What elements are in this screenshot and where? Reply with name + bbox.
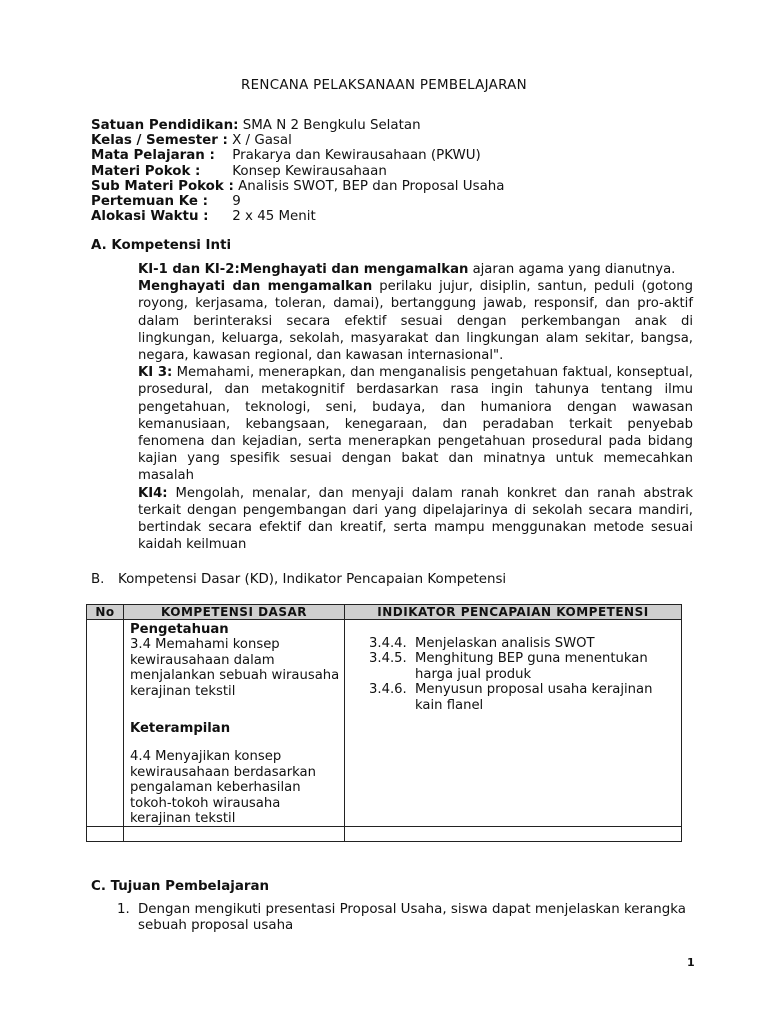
cell-no <box>87 620 124 827</box>
identity-label: Materi Pokok : <box>91 163 201 179</box>
kd-skill-heading: Keterampilan <box>130 721 231 737</box>
identity-value: Konsep Kewirausahaan <box>228 163 387 179</box>
ki-1-2b-text: perilaku jujur, disiplin, santun, peduli (gotong royong, kerjasama, toleran, damai), bertanggung jawab, responsif, dan pro-aktif dalam berinteraksi secara efektif sesuai dengan perkembangan anak di lingkungan, keluarga, sekolah, masyarakat dan lingkungan alam sekitar, bangsa, negara, kawasan regional, dan kawasan internasional". <box>138 279 694 364</box>
identity-row-class <box>91 133 504 148</box>
identity-label: Satuan Pendidikan: <box>91 118 239 133</box>
header-indikator: INDIKATOR PENCAPAIAN KOMPETENSI <box>345 605 682 620</box>
cell-indikator <box>345 620 682 827</box>
ki-1-2b-paragraph <box>138 278 693 364</box>
page-number: 1 <box>687 956 695 969</box>
section-b-heading <box>91 572 506 587</box>
goal-item <box>117 902 697 934</box>
identity-label: Sub Materi Pokok : <box>91 178 234 194</box>
identity-row-time <box>91 209 504 224</box>
cell-kompetensi-dasar <box>124 620 345 827</box>
core-competence-block <box>138 261 693 553</box>
document-title: RENCANA PELAKSANAAN PEMBELAJARAN <box>241 78 527 93</box>
identity-value: Prakarya dan Kewirausahaan (PKWU) <box>228 148 481 164</box>
identity-label: Pertemuan Ke : <box>91 194 208 210</box>
ki-3-text: Memahami, menerapkan, dan menganalisis pengetahuan faktual, konseptual, prosedural, dan metakognitif berdasarkan rasa ingin tahunya tentang ilmu pengetahuan, teknologi, seni, budaya, dan humaniora dengan wawasan kemanusiaan, kebangsaan, kenegaraan, dan peradaban terkait penyebab fenomena dan kejadian, serta menerapkan pengetahuan prosedural pada bidang kajian yang spesifik sesuai dengan bakat dan minatnya untuk memecahkan masalah <box>138 365 693 484</box>
goal-number: 1. <box>117 902 130 917</box>
header-kompetensi-dasar: KOMPETENSI DASAR <box>124 605 345 620</box>
section-b-number: B. <box>91 572 105 587</box>
goal-text: Dengan mengikuti presentasi Proposal Usaha, siswa dapat menjelaskan kerangka sebuah proposal usaha <box>138 902 686 933</box>
kd-knowledge-text: 3.4 Memahami konsep kewirausahaan dalam menjalankan sebuah wirausaha kerajinan tekstil <box>130 637 340 699</box>
indicator-item <box>369 651 677 682</box>
identity-row-subtopic <box>91 179 504 194</box>
kd-knowledge-heading: Pengetahuan <box>130 622 229 637</box>
indicator-item <box>369 682 677 713</box>
ki-4-label: KI4: <box>138 485 168 501</box>
identity-value: 2 x 45 Menit <box>228 209 316 225</box>
identity-row-topic <box>91 164 504 179</box>
indicator-number: 3.4.5. <box>369 651 407 667</box>
identity-value: X / Gasal <box>227 133 292 149</box>
competence-table <box>86 604 682 842</box>
kd-skill-text: 4.4 Menyajikan konsep kewirausahaan berdasarkan pengalaman keberhasilan tokoh-tokoh wirausaha kerajinan tekstil <box>130 749 316 827</box>
section-a-heading: A. Kompetensi Inti <box>91 238 232 253</box>
indicator-number: 3.4.4. <box>369 636 407 651</box>
indicator-number: 3.4.6. <box>369 682 407 698</box>
section-c-heading: C. Tujuan Pembelajaran <box>91 879 270 894</box>
table-row <box>87 620 682 827</box>
identity-value: SMA N 2 Bengkulu Selatan <box>238 118 421 133</box>
table-row-empty <box>87 827 682 842</box>
table-header-row <box>87 605 682 620</box>
identity-block <box>91 118 504 224</box>
indicator-text: Menyusun proposal usaha kerajinan kain flanel <box>415 682 653 713</box>
indicator-text: Menghitung BEP guna menentukan harga jual produk <box>415 651 648 682</box>
ki-3-label: KI 3: <box>138 365 173 381</box>
ki-4-text: Mengolah, menalar, dan menyaji dalam ranah konkret dan ranah abstrak terkait dengan pengembangan dari yang dipelajarinya di sekolah secara mandiri, bertindak secara efektif dan kreatif, serta mampu menggunakan metode sesuai kaidah keilmuan <box>138 485 693 553</box>
ki-1-2-text: ajaran agama yang dianutnya. <box>468 262 676 277</box>
section-b-title: Kompetensi Dasar (KD), Indikator Pencapaian Kompetensi <box>118 572 507 587</box>
ki-1-2b-label: Menghayati dan mengamalkan <box>138 279 373 295</box>
identity-label: Mata Pelajaran : <box>91 148 215 164</box>
ki-4-paragraph <box>138 485 693 554</box>
cell-empty <box>87 827 124 842</box>
identity-value: Analisis SWOT, BEP dan Proposal Usaha <box>233 178 505 194</box>
indicator-text: Menjelaskan analisis SWOT <box>415 636 595 651</box>
ki-3-paragraph <box>138 364 693 484</box>
header-no: No <box>87 605 124 620</box>
identity-row-subject <box>91 148 504 163</box>
identity-label: Kelas / Semester : <box>91 133 228 149</box>
ki-1-2-label: KI-1 dan KI-2:Menghayati dan mengamalkan <box>138 262 469 277</box>
ki-1-2-paragraph <box>138 261 693 278</box>
identity-label: Alokasi Waktu : <box>91 209 209 225</box>
identity-row-meeting <box>91 194 504 209</box>
cell-empty <box>345 827 682 842</box>
identity-row-school <box>91 118 504 133</box>
identity-value: 9 <box>228 194 241 210</box>
indicator-item <box>369 636 677 651</box>
cell-empty <box>124 827 345 842</box>
